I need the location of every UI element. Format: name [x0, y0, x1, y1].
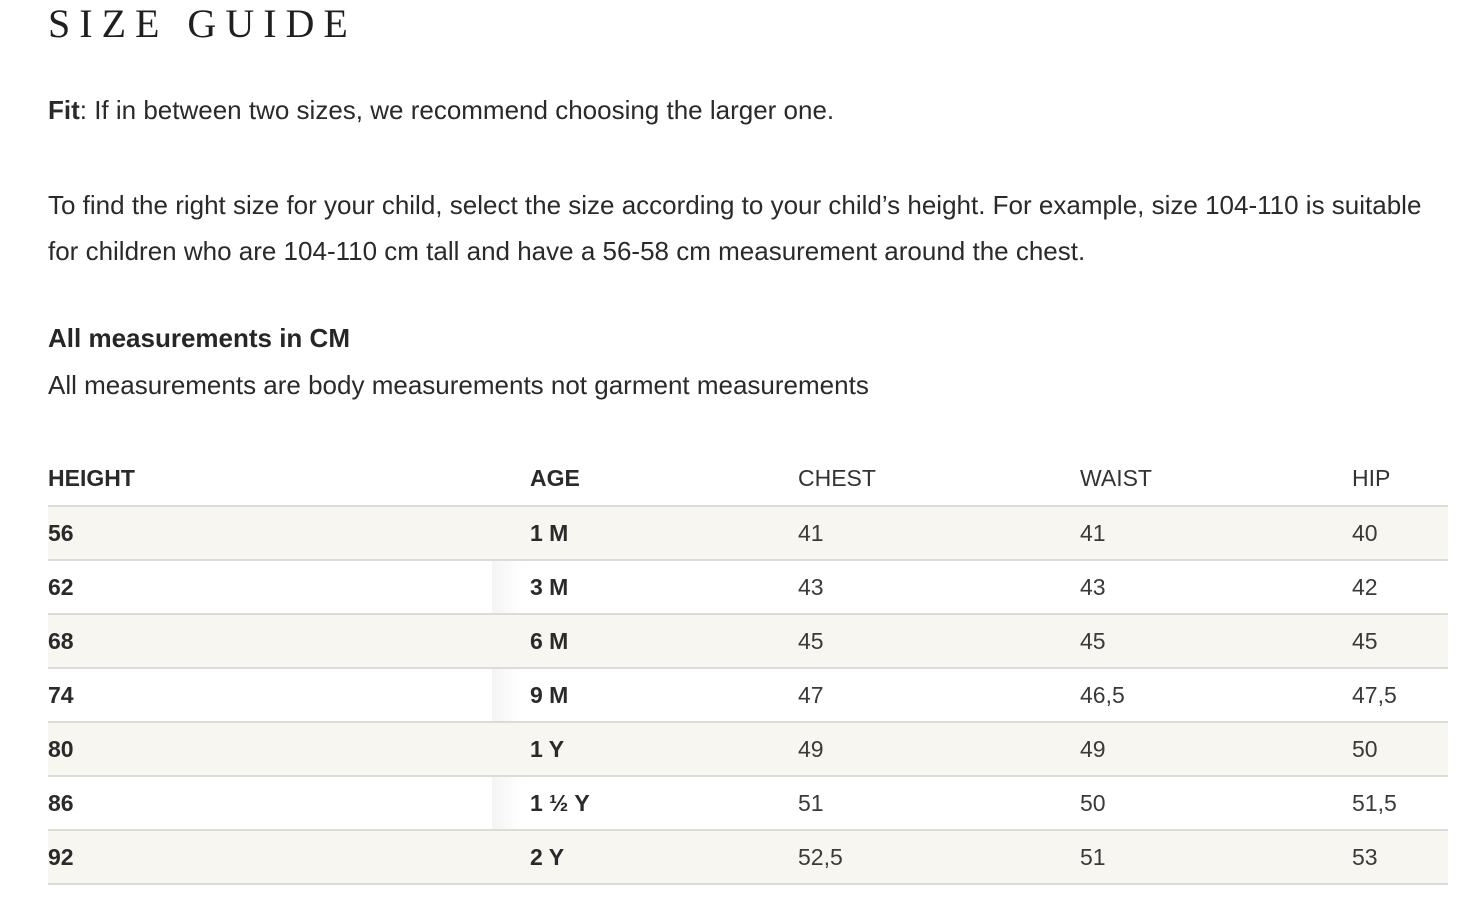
table-header-row: [48, 452, 1448, 506]
fit-note: [48, 92, 834, 128]
cell-hip: 40: [1352, 506, 1448, 560]
header-chest: CHEST: [798, 452, 1080, 506]
cell-height: 80: [48, 722, 492, 776]
fit-text: : If in between two sizes, we recommend choosing the larger one.: [79, 95, 835, 125]
cell-waist: 51: [1080, 830, 1352, 884]
table-row: [48, 722, 1448, 776]
cell-hip: 51,5: [1352, 776, 1448, 830]
cell-age: [492, 506, 798, 560]
cell-waist: 49: [1080, 722, 1352, 776]
cell-waist: 43: [1080, 560, 1352, 614]
measurements-title: All measurements in CM: [48, 323, 350, 353]
cell-waist: 50: [1080, 776, 1352, 830]
cell-age: [492, 776, 798, 830]
cell-chest: 52,5: [798, 830, 1080, 884]
cell-age-label: 1 M: [530, 519, 569, 546]
cell-age-label: 1 Y: [530, 735, 565, 762]
cell-height: 74: [48, 668, 492, 722]
table-row: [48, 506, 1448, 560]
table-row: [48, 668, 1448, 722]
cell-age: [492, 614, 798, 668]
header-waist: WAIST: [1080, 452, 1352, 506]
fit-label: Fit: [48, 95, 80, 125]
cell-hip: 47,5: [1352, 668, 1448, 722]
cell-chest: 43: [798, 560, 1080, 614]
table-row: [48, 560, 1448, 614]
intro-paragraph: To find the right size for your child, select the size according to your child’s height. For example, size 104-110 is suitable for children who are 104-110 cm tall and have a 56-58 cm measurement around the chest.: [48, 190, 1422, 266]
table-body: [48, 506, 1448, 884]
cell-hip: 50: [1352, 722, 1448, 776]
cell-waist: 45: [1080, 614, 1352, 668]
cell-waist: 41: [1080, 506, 1352, 560]
cell-age: [492, 830, 798, 884]
cell-age: [492, 560, 798, 614]
cell-chest: 41: [798, 506, 1080, 560]
cell-height: 56: [48, 506, 492, 560]
cell-age: [492, 722, 798, 776]
cell-age-label: 6 M: [530, 627, 569, 654]
cell-age: [492, 668, 798, 722]
table-row: [48, 614, 1448, 668]
page-title: SIZE GUIDE: [48, 1, 357, 46]
cell-chest: 51: [798, 776, 1080, 830]
header-age-label: AGE: [530, 465, 580, 491]
size-table: [48, 452, 1448, 885]
header-hip: HIP: [1352, 452, 1448, 506]
cell-age-label: 9 M: [530, 681, 569, 708]
cell-chest: 49: [798, 722, 1080, 776]
cell-hip: 53: [1352, 830, 1448, 884]
table-row: [48, 830, 1448, 884]
cell-hip: 45: [1352, 614, 1448, 668]
table-row: [48, 776, 1448, 830]
cell-age-label: 2 Y: [530, 843, 565, 870]
header-age: [492, 452, 798, 506]
cell-height: 62: [48, 560, 492, 614]
cell-hip: 42: [1352, 560, 1448, 614]
measurements-subtitle: All measurements are body measurements not garment measurements: [48, 370, 869, 400]
cell-height: 92: [48, 830, 492, 884]
cell-age-label: 1 ½ Y: [530, 789, 590, 816]
cell-waist: 46,5: [1080, 668, 1352, 722]
header-height: HEIGHT: [48, 452, 492, 506]
cell-height: 68: [48, 614, 492, 668]
cell-height: 86: [48, 776, 492, 830]
cell-chest: 47: [798, 668, 1080, 722]
cell-chest: 45: [798, 614, 1080, 668]
cell-age-label: 3 M: [530, 573, 569, 600]
